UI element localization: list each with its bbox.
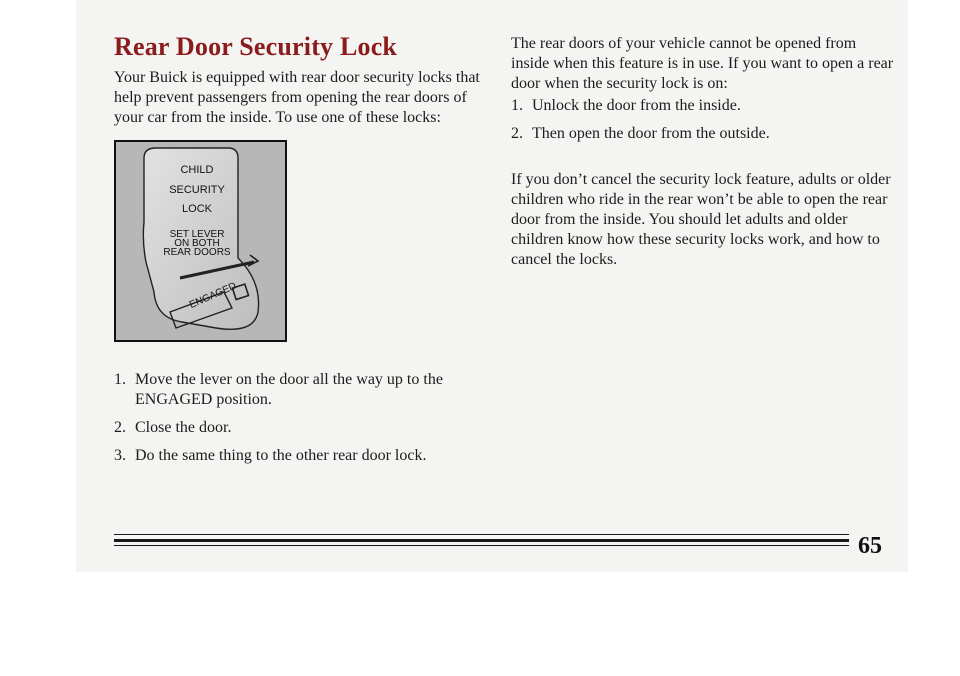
step-text: Do the same thing to the other rear door lock. xyxy=(135,447,427,464)
step-text: Unlock the door from the inside. xyxy=(532,97,741,114)
step-text: Then open the door from the outside. xyxy=(532,125,770,142)
figure-label-set-lever: SET LEVER xyxy=(169,229,225,240)
page-number: 65 xyxy=(858,533,882,559)
section-title: Rear Door Security Lock xyxy=(114,32,398,61)
list-item xyxy=(511,124,896,144)
list-item xyxy=(114,370,474,410)
figure-label-on-both: ON BOTH xyxy=(174,238,220,249)
step-number: 1. xyxy=(114,371,126,388)
footer-rule-thick xyxy=(114,539,849,542)
list-item xyxy=(114,446,474,466)
step-text: Close the door. xyxy=(135,419,232,436)
warning-paragraph: If you don’t cancel the security lock feature, adults or older children who ride in the rear won’t be able to open the rear door from the inside. You should let adults and older children know how these security locks work, and how to cancel the locks. xyxy=(511,171,891,268)
figure-label-lock: LOCK xyxy=(182,203,212,215)
step-number: 2. xyxy=(114,419,126,436)
list-item xyxy=(114,418,474,438)
step-number: 1. xyxy=(511,97,523,114)
list-item xyxy=(511,96,896,116)
footer-rule-thin xyxy=(114,545,849,546)
step-number: 3. xyxy=(114,447,126,464)
engaged-label: ENGAGED xyxy=(187,280,239,311)
step-text: Move the lever on the door all the way up to the ENGAGED position. xyxy=(135,371,443,408)
intro-paragraph: Your Buick is equipped with rear door security locks that help prevent passengers from opening the rear doors of your car from the inside. To use one of these locks: xyxy=(114,69,480,126)
figure-label-security: SECURITY xyxy=(169,184,225,196)
left-steps-list xyxy=(114,370,474,474)
figure-label-rear-doors: REAR DOORS xyxy=(163,247,231,258)
right-intro-paragraph: The rear doors of your vehicle cannot be opened from inside when this feature is in use. If you want to open a rear door when the security lock is on: xyxy=(511,35,894,92)
child-security-lock-illustration xyxy=(114,140,287,342)
figure-label-child: CHILD xyxy=(180,164,214,176)
footer-rule-top xyxy=(114,534,849,535)
step-number: 2. xyxy=(511,125,523,142)
right-steps-list xyxy=(511,96,896,152)
